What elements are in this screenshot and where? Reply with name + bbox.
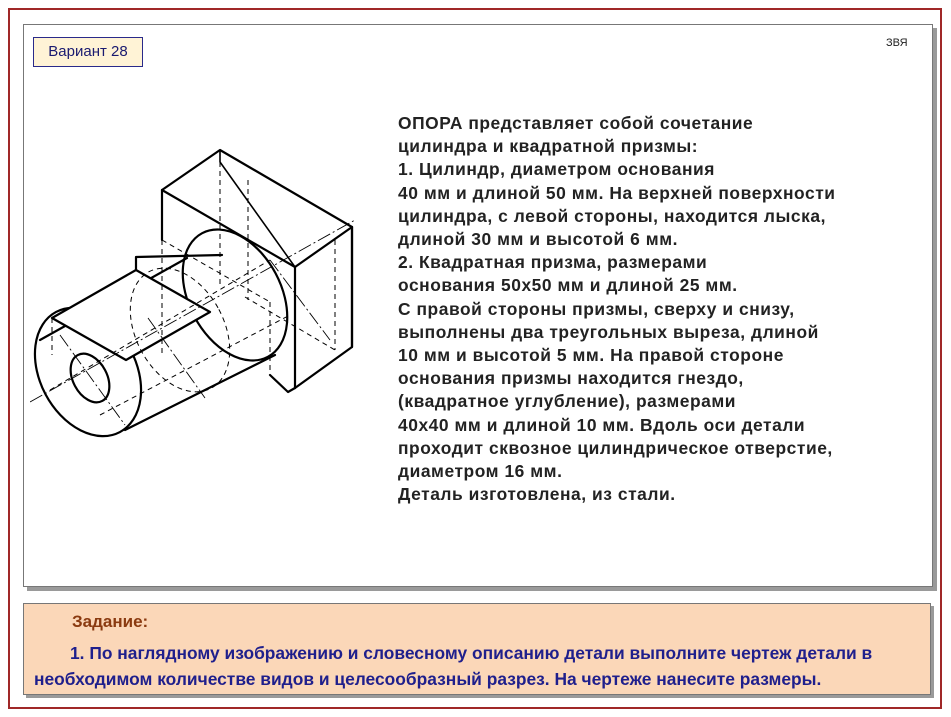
description-line: С правой стороны призмы, сверху и снизу, <box>398 298 795 319</box>
description-line: 1. Цилиндр, диаметром основания <box>398 159 715 180</box>
description-line: основания 50х50 мм и длиной 25 мм. <box>398 275 738 296</box>
description-line: длиной 30 мм и высотой 6 мм. <box>398 229 678 250</box>
description-line: 10 мм и высотой 5 мм. На правой стороне <box>398 345 784 366</box>
description-line: (квадратное углубление), размерами <box>398 391 737 412</box>
description-line: Деталь изготовлена, из стали. <box>398 484 676 505</box>
description-line: 40х40 мм и длиной 10 мм. Вдоль оси детали <box>398 414 806 435</box>
description-line: 40 мм и длиной 50 мм. На верхней поверхности <box>398 182 836 203</box>
description-line: основания призмы находится гнездо, <box>398 368 744 389</box>
variant-badge: Вариант 28 <box>33 37 143 67</box>
description-line: выполнены два треугольных выреза, длиной <box>398 321 819 342</box>
task-body <box>34 640 914 692</box>
description-line: цилиндра, с левой стороны, находится лыска, <box>398 205 826 226</box>
task-line-2: необходимом количестве видов и целесообразный разрез. На чертеже нанесите размеры. <box>34 669 822 689</box>
description-line: цилиндра и квадратной призмы: <box>398 136 699 157</box>
description-line: ОПОРА представляет собой сочетание <box>398 113 754 133</box>
description-line: 2. Квадратная призма, размерами <box>398 252 708 273</box>
isometric-part-drawing <box>30 140 385 445</box>
description-line: диаметром 16 мм. <box>398 461 563 482</box>
task-line-1: 1. По наглядному изображению и словесному описанию детали выполните чертеж детали в <box>70 643 873 663</box>
description-line: проходит сквозное цилиндрическое отверстие, <box>398 437 833 458</box>
part-description <box>398 112 918 506</box>
corner-mark: ЗВЯ <box>886 37 908 49</box>
task-title: Задание: <box>72 612 149 631</box>
